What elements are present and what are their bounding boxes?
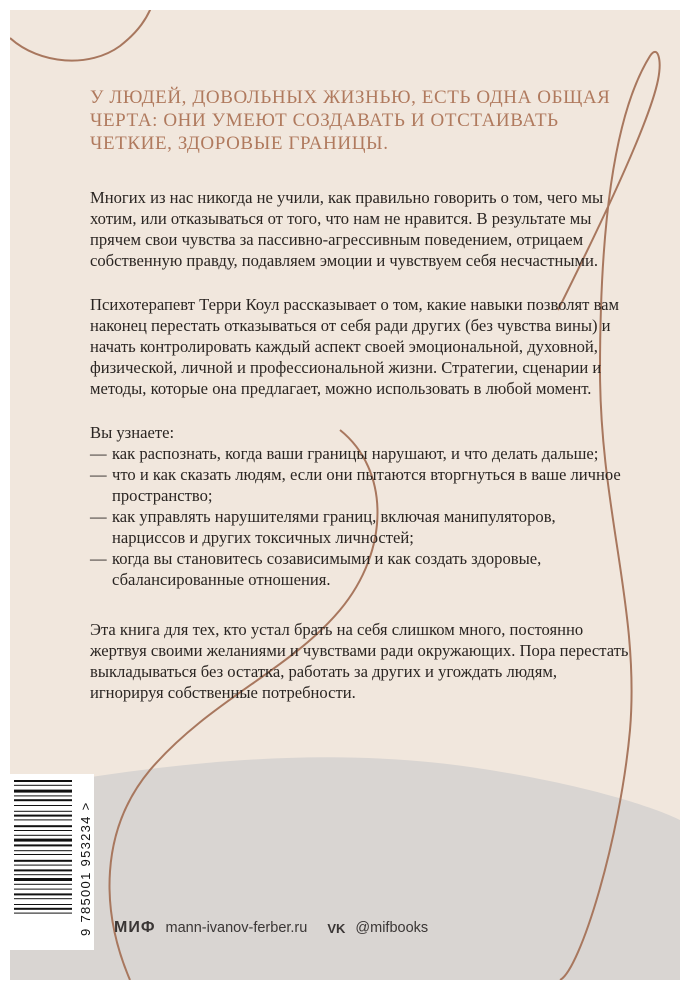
publisher-footer xyxy=(114,916,428,940)
barcode-stripe xyxy=(14,898,72,899)
curve-line-top-left xyxy=(10,10,154,61)
dash: — xyxy=(90,507,107,526)
barcode-stripe xyxy=(14,893,72,895)
barcode-stripe xyxy=(14,815,72,817)
isbn-number: 9 785001 953234 > xyxy=(78,801,93,936)
list-item: — как управлять нарушителями границ, включая манипуляторов, нарциссов и других токсичных личностей; xyxy=(90,507,556,547)
vk-icon[interactable]: VK xyxy=(327,920,346,936)
barcode-stripe xyxy=(14,913,72,914)
list-item: — как распознать, когда ваши границы нарушают, и что делать дальше; xyxy=(90,444,599,463)
dash: — xyxy=(90,444,107,463)
barcode-bars xyxy=(14,780,72,944)
barcode-stripe xyxy=(14,799,72,801)
barcode-stripe xyxy=(14,854,72,855)
barcode-stripe xyxy=(14,908,72,910)
description-text xyxy=(90,86,630,726)
dash: — xyxy=(90,465,107,484)
barcode-stripe xyxy=(14,795,72,796)
barcode-stripe xyxy=(14,889,72,890)
dash: — xyxy=(90,549,107,568)
list-item: — когда вы становитесь созависимыми и как создать здоровые, сбалансированные отношения. xyxy=(90,549,542,589)
barcode-stripe xyxy=(14,835,72,836)
list-intro: Вы узнаете: xyxy=(90,423,175,442)
barcode-stripe xyxy=(14,865,72,866)
barcode-stripe xyxy=(14,878,72,881)
barcode-stripe xyxy=(14,874,72,875)
barcode-stripe xyxy=(14,785,72,786)
list-item: — что и как сказать людям, если они пытаются вторгнуться в ваше личное пространство; xyxy=(90,465,621,505)
barcode-stripe xyxy=(14,825,72,827)
barcode-stripe xyxy=(14,811,72,812)
barcode-stripe xyxy=(14,790,72,793)
barcode-stripe xyxy=(14,830,72,831)
publisher-site-link[interactable]: mann-ivanov-ferber.ru xyxy=(165,920,308,936)
book-back-cover xyxy=(10,10,680,980)
barcode-stripe xyxy=(14,780,72,782)
barcode-stripe xyxy=(14,904,72,905)
barcode-stripe xyxy=(14,850,72,851)
paragraph-1: Многих из нас никогда не учили, как правильно говорить о том, чего мы хотим, или отказываться от того, что нам не нравится. В результате мы прячем свои чувства за пассивно-агрессивным поведением, отрицаем собственную правду, подавляем эмоции и чувствуем себя несчастными. xyxy=(90,188,604,270)
barcode-stripe xyxy=(14,884,72,885)
barcode-stripe xyxy=(14,844,72,846)
closing-paragraph: Эта книга для тех, кто устал брать на себя слишком много, постоянно жертвуя своими желаниями и чувствами ради окружающих. Пора перестать выкладываться без остатка, работать за других и угождать людям, игнорируя собственные потребности. xyxy=(90,620,629,702)
barcode-stripe xyxy=(14,819,72,820)
lead-headline: У ЛЮДЕЙ, ДОВОЛЬНЫХ ЖИЗНЬЮ, ЕСТЬ ОДНА ОБЩАЯ ЧЕРТА: ОНИ УМЕЮТ СОЗДАВАТЬ И ОТСТАИВАТЬ ЧЕТКИЕ, ЗДОРОВЫЕ ГРАНИЦЫ. xyxy=(90,87,611,154)
social-handle[interactable]: @mifbooks xyxy=(355,920,429,936)
paragraph-2: Психотерапевт Терри Коул рассказывает о том, какие навыки позволят вам наконец перестать отказываться от себя ради других (без чувства вины) и начать контролировать каждый аспект своей эмоциональной, духовной, физической, личной и профессиональной жизни. Стратегии, сценарии и методы, которые она предлагает, можно использовать в любой момент. xyxy=(90,295,620,398)
barcode-stripe xyxy=(14,805,72,806)
publisher-logo: МИФ xyxy=(114,919,156,936)
barcode-stripe xyxy=(14,839,72,842)
barcode-stripe xyxy=(14,860,72,862)
barcode-stripe xyxy=(14,869,72,871)
benefits-list xyxy=(90,443,630,590)
